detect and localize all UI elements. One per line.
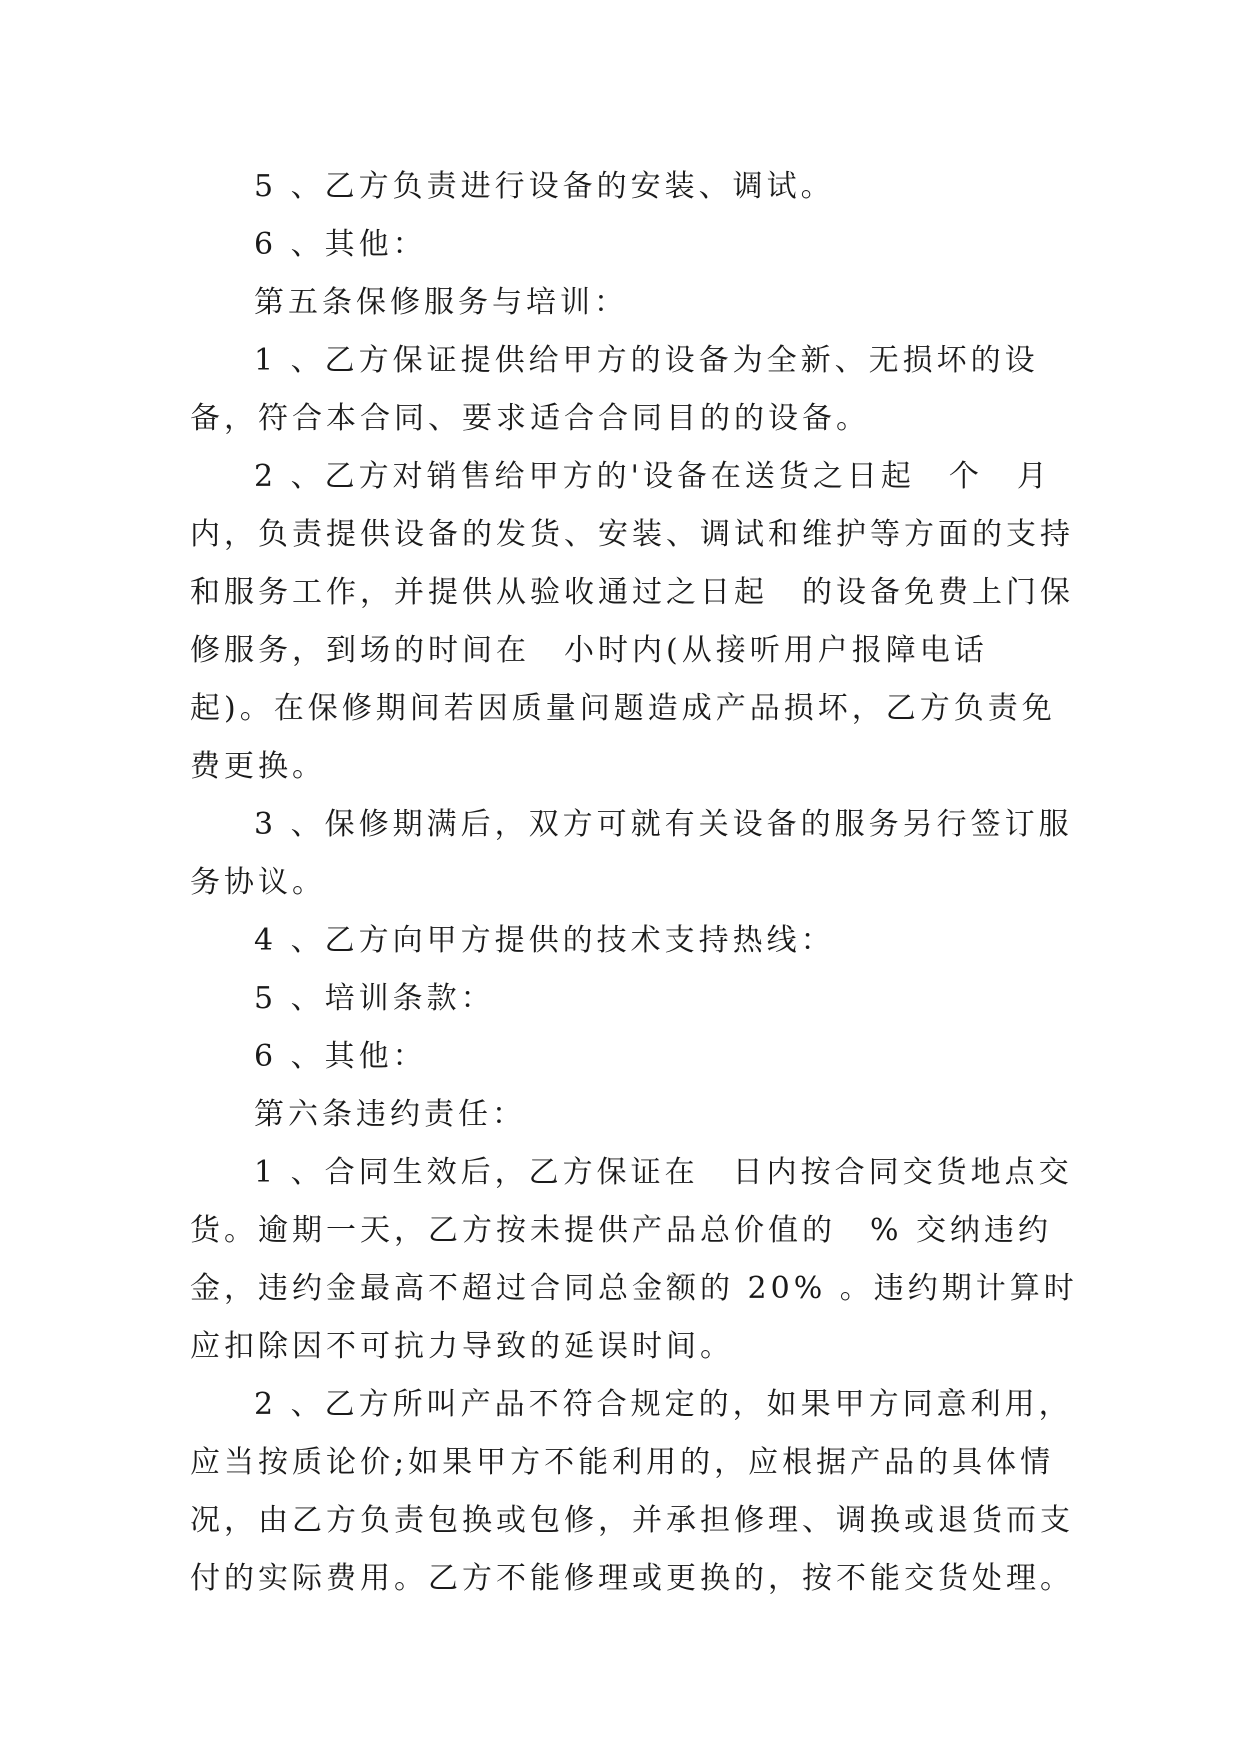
- article-5-heading: 第五条保修服务与培训：: [254, 285, 628, 320]
- article-5-item-3: 3 、保修期满后，双方可就有关设备的服务另行签订服务协议。: [190, 807, 1073, 900]
- document-page: [190, 158, 1080, 1608]
- article-6-item-1: 1 、合同生效后，乙方保证在 日内按合同交货地点交货。逾期一天，乙方按未提供产品总价值的 % 交纳违约金，违约金最高不超过合同总金额的 20% 。违约期计算时应扣除因不可抗力导致的延误时间。: [190, 1155, 1078, 1364]
- article-5-item-6: 6 、其他：: [254, 1039, 427, 1074]
- article-5-item-4: 4 、乙方向甲方提供的技术支持热线：: [254, 923, 835, 958]
- article-5-item-2: 2 、乙方对销售给甲方的'设备在送货之日起 个 月内，负责提供设备的发货、安装、调试和维护等方面的支持和服务工作，并提供从验收通过之日起 的设备免费上门保修服务，到场的时间在 小时内(从接听用户报障电话 起)。在保修期间若因质量问题造成产品损坏，乙方负责免费更换。: [190, 459, 1074, 784]
- clause-5-installation: 5 、乙方负责进行设备的安装、调试。: [254, 169, 835, 204]
- article-5-item-1: 1 、乙方保证提供给甲方的设备为全新、无损坏的设备，符合本合同、要求适合合同目的的设备。: [190, 343, 1039, 436]
- article-6-heading: 第六条违约责任：: [254, 1097, 526, 1132]
- article-6-item-2: 2 、乙方所叫产品不符合规定的，如果甲方同意利用，应当按质论价;如果甲方不能利用的，应根据产品的具体情况，由乙方负责包换或包修，并承担修理、调换或退货而支付的实际费用。乙方不能修理或更换的，按不能交货处理。: [190, 1387, 1074, 1596]
- clause-6-other: 6 、其他：: [254, 227, 427, 262]
- article-5-item-5: 5 、培训条款：: [254, 981, 495, 1016]
